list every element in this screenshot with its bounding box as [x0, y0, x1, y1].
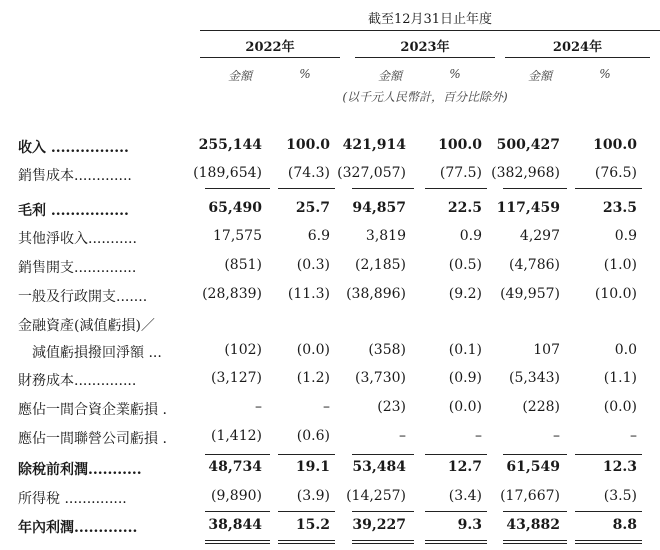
amount-cell: – — [399, 428, 406, 444]
amount-cell: (23) — [377, 399, 406, 415]
row-label: 年內利潤............. — [18, 520, 138, 536]
amount-cell: 117,459 — [496, 200, 560, 216]
amount-header-2022: 金額 — [227, 69, 252, 83]
percent-cell: – — [323, 399, 330, 415]
percent-cell: 25.7 — [295, 200, 330, 216]
amount-cell: – — [255, 399, 262, 415]
amount-cell: – — [553, 428, 560, 444]
row-label: 毛利 ................ — [18, 203, 129, 219]
total-rule — [278, 454, 335, 455]
amount-cell: (5,343) — [508, 370, 560, 386]
amount-header-2024: 金額 — [527, 69, 552, 83]
total-rule — [575, 454, 642, 455]
percent-cell: (3.9) — [296, 488, 330, 504]
amount-cell: 53,484 — [352, 459, 406, 475]
amount-cell: 421,914 — [342, 137, 406, 153]
amount-cell: (2,185) — [354, 257, 406, 273]
total-rule — [503, 188, 567, 189]
percent-cell: (0.0) — [603, 399, 637, 415]
amount-cell: (49,957) — [500, 286, 560, 302]
percent-cell: 12.7 — [447, 459, 482, 475]
percent-cell: (0.0) — [296, 342, 330, 358]
total-rule — [425, 511, 487, 512]
total-rule — [503, 454, 567, 455]
percent-cell: 15.2 — [295, 517, 330, 533]
percent-cell: (1.0) — [603, 257, 637, 273]
total-rule — [205, 454, 270, 455]
amount-cell: (38,896) — [346, 286, 406, 302]
percent-cell: (74.3) — [287, 165, 330, 181]
total-rule — [503, 511, 567, 512]
row-label: 收入 ................ — [18, 140, 129, 156]
year-rule-2022 — [200, 57, 340, 58]
amount-cell: (228) — [522, 399, 560, 415]
percent-cell: 0.9 — [614, 228, 637, 244]
year-2022: 2022年 — [245, 40, 295, 55]
percent-cell: 0.9 — [459, 228, 482, 244]
amount-cell: (102) — [224, 342, 262, 358]
percent-cell: (0.3) — [296, 257, 330, 273]
total-rule — [352, 540, 414, 541]
total-rule — [575, 188, 642, 189]
percent-cell: 100.0 — [286, 137, 330, 153]
amount-cell: 255,144 — [198, 137, 262, 153]
row-label: 財務成本.............. — [18, 373, 137, 389]
row-label: 應佔一間合資企業虧損 . — [18, 402, 167, 418]
row-label: 除稅前利潤........... — [18, 462, 142, 478]
percent-cell: (1.2) — [296, 370, 330, 386]
percent-cell: – — [475, 428, 482, 444]
row-label: 銷售成本............. — [18, 168, 132, 184]
total-rule — [425, 188, 487, 189]
percent-cell: 23.5 — [602, 200, 637, 216]
total-rule — [205, 543, 270, 544]
total-rule — [503, 540, 567, 541]
pct-header-2022: % — [299, 67, 311, 81]
percent-cell: 6.9 — [307, 228, 330, 244]
row-label: 所得稅 .............. — [18, 491, 127, 507]
total-rule — [278, 511, 335, 512]
amount-cell: (3,730) — [354, 370, 406, 386]
amount-cell: 48,734 — [208, 459, 262, 475]
total-rule — [205, 188, 270, 189]
total-rule — [575, 511, 642, 512]
amount-cell: 39,227 — [352, 517, 406, 533]
percent-cell: 100.0 — [438, 137, 482, 153]
amount-cell: (382,968) — [491, 165, 560, 181]
amount-header-2023: 金額 — [377, 69, 402, 83]
amount-cell: 500,427 — [496, 137, 560, 153]
total-rule — [425, 454, 487, 455]
amount-cell: 43,882 — [506, 517, 560, 533]
unit-note: (以千元人民幣計，百分比除外) — [342, 90, 508, 104]
amount-cell: (9,890) — [210, 488, 262, 504]
total-rule — [352, 454, 414, 455]
total-rule — [278, 543, 335, 544]
amount-cell: 65,490 — [208, 200, 262, 216]
percent-cell: (3.4) — [448, 488, 482, 504]
amount-cell: 38,844 — [208, 517, 262, 533]
percent-cell: (76.5) — [594, 165, 637, 181]
total-rule — [352, 543, 414, 544]
amount-cell: 107 — [533, 342, 560, 358]
amount-cell: (14,257) — [346, 488, 406, 504]
percent-cell: – — [630, 428, 637, 444]
percent-cell: 22.5 — [447, 200, 482, 216]
percent-cell: (0.6) — [296, 428, 330, 444]
total-rule — [205, 511, 270, 512]
amount-cell: (851) — [224, 257, 262, 273]
row-label: 其他淨收入........... — [18, 231, 137, 247]
total-rule — [425, 540, 487, 541]
percent-cell: 0.0 — [614, 342, 637, 358]
amount-cell: (17,667) — [500, 488, 560, 504]
amount-cell: (189,654) — [193, 165, 262, 181]
amount-cell: (28,839) — [202, 286, 262, 302]
amount-cell: 4,297 — [519, 228, 560, 244]
total-rule — [352, 188, 414, 189]
percent-cell: (0.1) — [448, 342, 482, 358]
amount-cell: (4,786) — [508, 257, 560, 273]
period-title: 截至12月31日止年度 — [367, 12, 493, 27]
amount-cell: (3,127) — [210, 370, 262, 386]
percent-cell: (1.1) — [603, 370, 637, 386]
total-rule — [278, 540, 335, 541]
year-2024: 2024年 — [552, 40, 603, 55]
row-label: 一般及行政開支....... — [18, 289, 148, 305]
header-rule — [200, 30, 660, 31]
amount-cell: (1,412) — [210, 428, 262, 444]
amount-cell: (358) — [368, 342, 406, 358]
percent-cell: 8.8 — [612, 517, 637, 533]
pct-header-2024: % — [599, 67, 611, 81]
percent-cell: (0.9) — [448, 370, 482, 386]
percent-cell: 100.0 — [593, 137, 637, 153]
total-rule — [425, 543, 487, 544]
percent-cell: (11.3) — [287, 286, 330, 302]
percent-cell: 12.3 — [602, 459, 637, 475]
row-label: 銷售開支.............. — [18, 260, 137, 276]
total-rule — [352, 511, 414, 512]
total-rule — [503, 543, 567, 544]
percent-cell: (3.5) — [603, 488, 637, 504]
row-label: 應佔一間聯營公司虧損 . — [18, 431, 167, 447]
year-2023: 2023年 — [400, 40, 450, 55]
year-rule-2024 — [505, 57, 650, 58]
percent-cell: 9.3 — [457, 517, 482, 533]
total-rule — [278, 188, 335, 189]
percent-cell: (0.0) — [448, 399, 482, 415]
amount-cell: 61,549 — [506, 459, 560, 475]
percent-cell: (10.0) — [594, 286, 637, 302]
total-rule — [575, 543, 642, 544]
percent-cell: (9.2) — [448, 286, 482, 302]
amount-cell: (327,057) — [337, 165, 406, 181]
amount-cell: 17,575 — [213, 228, 262, 244]
amount-cell: 3,819 — [365, 228, 406, 244]
row-label: 減值虧損撥回淨額 ... — [18, 345, 162, 361]
amount-cell: 94,857 — [352, 200, 406, 216]
year-rule-2023 — [355, 57, 495, 58]
percent-cell: (0.5) — [448, 257, 482, 273]
pct-header-2023: % — [449, 67, 461, 81]
row-label: 金融資產(減值虧損)／ — [18, 318, 155, 334]
total-rule — [205, 540, 270, 541]
percent-cell: 19.1 — [295, 459, 330, 475]
percent-cell: (77.5) — [439, 165, 482, 181]
total-rule — [575, 540, 642, 541]
